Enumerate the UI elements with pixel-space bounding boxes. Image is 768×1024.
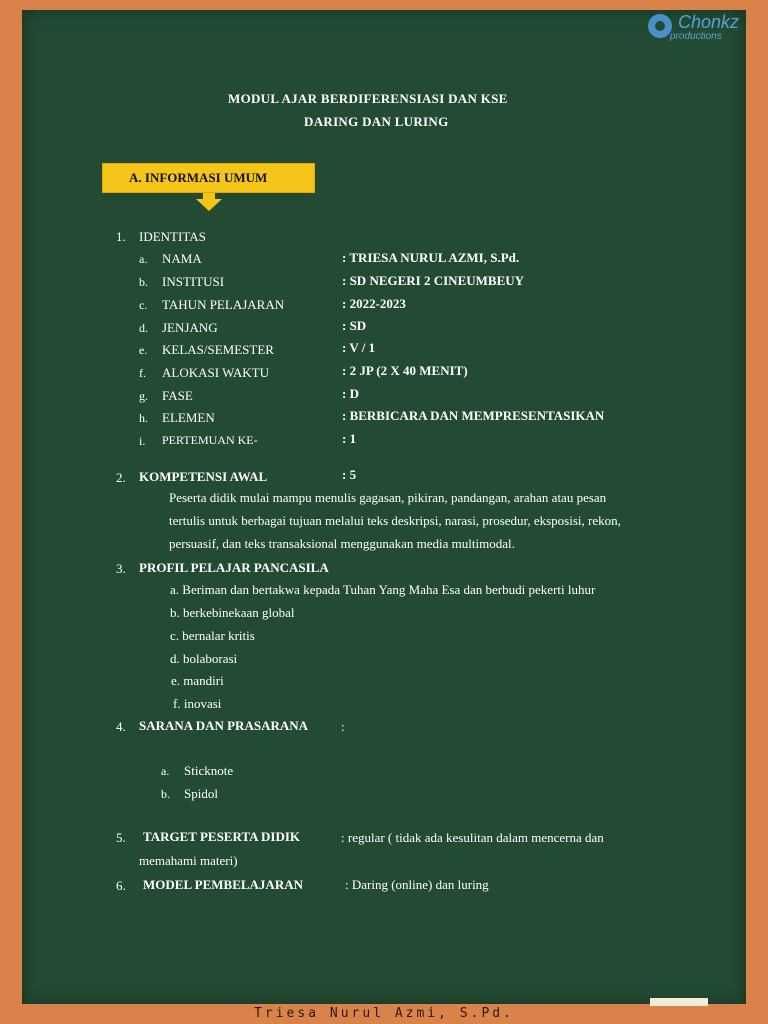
footer-author: Triesa Nurul Azmi, S.Pd. — [254, 1006, 514, 1021]
row-label: PERTEMUAN KE- — [162, 433, 258, 447]
row-letter: c. — [139, 298, 148, 312]
logo-name: Chonkz — [678, 12, 740, 32]
row-letter: a. — [139, 252, 148, 266]
profil-item: e. mandiri — [171, 673, 224, 688]
doc-title-line1: MODUL AJAR BERDIFERENSIASI DAN KSE — [228, 91, 508, 106]
row-label: NAMA — [162, 251, 202, 266]
row-letter: g. — [139, 389, 148, 403]
profil-item: a. Beriman dan bertakwa kepada Tuhan Yang Maha Esa dan berbudi pekerti luhur — [170, 582, 596, 597]
camera-reel-icon — [648, 14, 672, 38]
sarana-item: Spidol — [184, 786, 218, 801]
target-number: 5. — [116, 830, 126, 845]
row-label: ELEMEN — [162, 410, 215, 425]
row-value: : 1 — [342, 431, 357, 446]
chonkz-logo — [648, 12, 744, 44]
profil-item: c. bernalar kritis — [170, 628, 255, 643]
target-value: : regular ( tidak ada kesulitan dalam mencerna dan — [341, 830, 604, 845]
kompetensi-line: persuasif, dan teks transaksional menggunakan media multimodal. — [169, 536, 515, 551]
row-value: : 2 JP (2 X 40 MENIT) — [342, 363, 468, 378]
profil-item: f. inovasi — [173, 696, 222, 711]
kompetensi-number: 2. — [116, 470, 126, 485]
sarana-letter: a. — [161, 764, 170, 778]
row-label: TAHUN PELAJARAN — [162, 297, 285, 312]
row-label: FASE — [162, 388, 193, 403]
row-letter: i. — [139, 434, 146, 448]
row-label: ALOKASI WAKTU — [162, 365, 270, 380]
kompetensi-heading: KOMPETENSI AWAL — [139, 469, 268, 484]
sarana-number: 4. — [116, 719, 126, 734]
row-letter: b. — [139, 275, 148, 289]
row-value: : TRIESA NURUL AZMI, S.Pd. — [342, 250, 520, 265]
identitas-number: 1. — [116, 229, 126, 244]
identitas-heading: IDENTITAS — [139, 229, 206, 244]
model-number: 6. — [116, 878, 126, 893]
page-marker — [650, 998, 708, 1006]
sarana-item: Sticknote — [184, 763, 234, 778]
model-value: : Daring (online) dan luring — [345, 877, 489, 892]
sarana-letter: b. — [161, 787, 170, 801]
profil-item: d. bolaborasi — [170, 651, 238, 666]
row-letter: d. — [139, 321, 148, 335]
profil-heading: PROFIL PELAJAR PANCASILA — [139, 560, 329, 575]
target-heading: TARGET PESERTA DIDIK — [143, 829, 301, 844]
section-title: A. INFORMASI UMUM — [129, 170, 268, 185]
row-letter: f. — [139, 366, 146, 380]
section-badge — [102, 163, 315, 193]
row-label: INSTITUSI — [162, 274, 225, 289]
row-value: : D — [342, 386, 359, 401]
row-value: : BERBICARA DAN MEMPRESENTASIKAN — [342, 408, 605, 423]
kompetensi-value: : 5 — [342, 467, 357, 482]
target-value-line2: memahami materi) — [139, 853, 238, 868]
doc-title-line2: DARING DAN LURING — [304, 114, 449, 129]
model-heading: MODEL PEMBELAJARAN — [143, 877, 303, 892]
profil-number: 3. — [116, 561, 126, 576]
chalkboard-background — [22, 10, 746, 1004]
row-value: : SD — [342, 318, 367, 333]
row-letter: e. — [139, 343, 148, 357]
row-label: KELAS/SEMESTER — [162, 342, 274, 357]
row-value: : 2022-2023 — [342, 296, 406, 311]
sarana-colon: : — [341, 719, 345, 734]
row-value: : V / 1 — [342, 340, 376, 355]
kompetensi-line: tertulis untuk berbagai tujuan melalui teks deskripsi, narasi, prosedur, eksposisi, rekon, — [169, 513, 621, 528]
row-label: JENJANG — [162, 320, 218, 335]
down-arrow-head-icon — [196, 199, 222, 211]
row-value: : SD NEGERI 2 CINEUMBEUY — [342, 273, 525, 288]
sarana-heading: SARANA DAN PRASARANA — [139, 718, 309, 733]
row-letter: h. — [139, 411, 148, 425]
kompetensi-line: Peserta didik mulai mampu menulis gagasan, pikiran, pandangan, arahan atau pesan — [169, 490, 607, 505]
profil-item: b. berkebinekaan global — [170, 605, 295, 620]
logo-sub: productions — [670, 31, 722, 42]
